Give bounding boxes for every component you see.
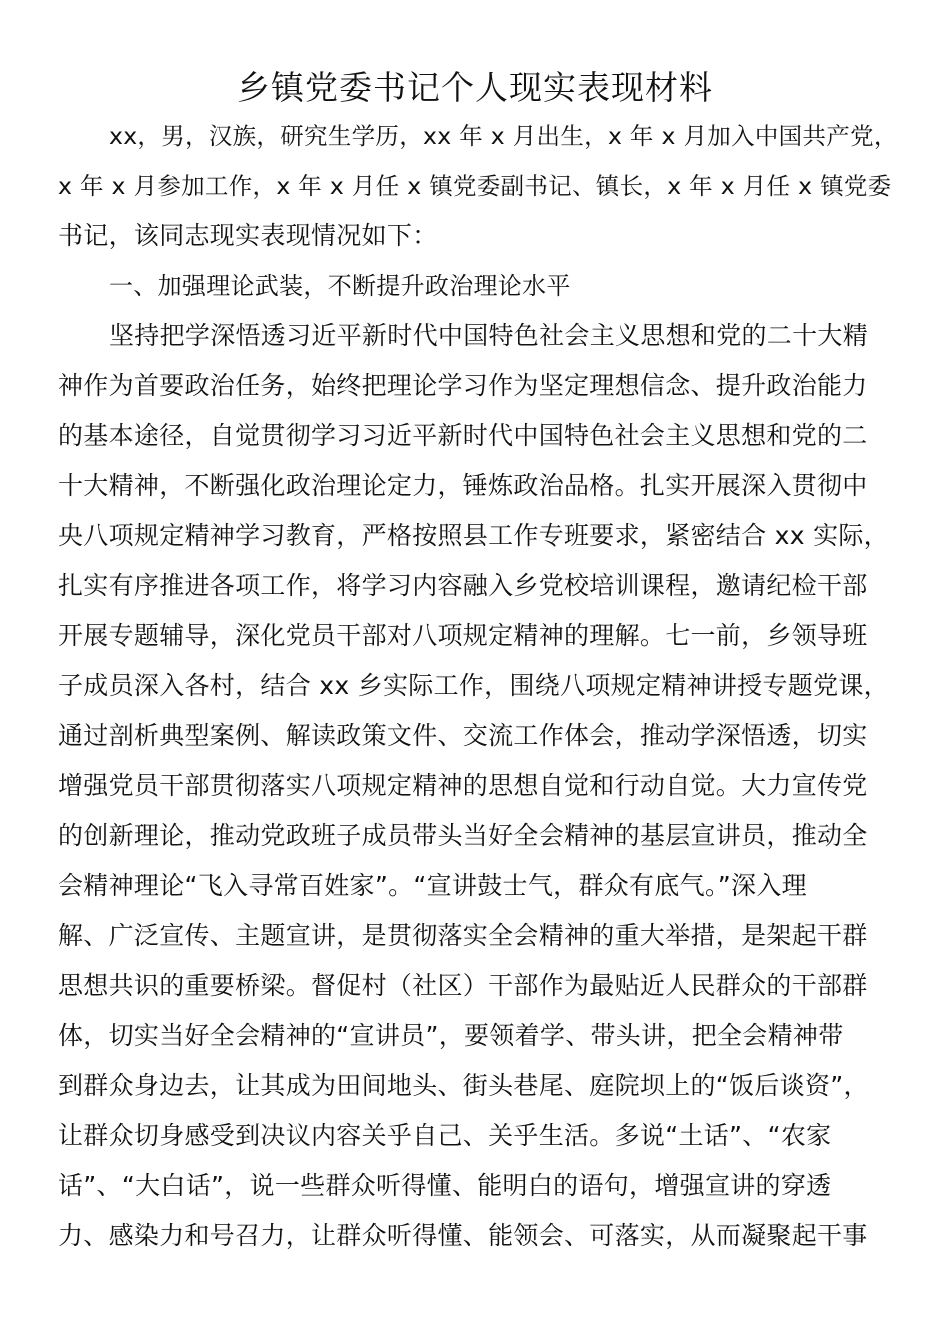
section-heading-1: 一、加强理论武装，不断提升政治理论水平 [109,272,571,300]
body-line-16: 会精神理论“飞入寻常百姓家”。“宣讲鼓士气，群众有底气。”深入理 [58,871,807,900]
body-line-23: 力、感染力和号召力，让群众听得懂、能领会、可落实，从而凝聚起干事 [58,1221,868,1250]
body-line-22: 话”、“大白话”，说一些群众听得懂、能明白的语句，增强宣讲的穿透 [58,1171,832,1200]
body-line-7: 的基本途径，自觉贯彻学习习近平新时代中国特色社会主义思想和党的二 [58,421,868,450]
body-line-15: 的创新理论，推动党政班子成员带头当好全会精神的基层宣讲员，推动全 [58,821,868,850]
body-line-19: 体，切实当好全会精神的“宣讲员”，要领着学、带头讲，把全会精神带 [58,1021,844,1050]
body-line-3: 书记，该同志现实表现情况如下： [58,221,438,250]
body-line-10: 扎实有序推进各项工作，将学习内容融入乡党校培训课程，邀请纪检干部 [58,571,868,600]
body-line-13: 通过剖析典型案例、解读政策文件、交流工作体会，推动学深悟透，切实 [58,721,868,750]
body-line-17: 解、广泛宣传、主题宣讲，是贯彻落实全会精神的重大举措，是架起干群 [58,921,868,950]
body-line-9: 央八项规定精神学习教育，严格按照县工作专班要求，紧密结合 xx 实际， [58,521,889,550]
body-line-5: 坚持把学深悟透习近平新时代中国特色社会主义思想和党的二十大精 [109,321,869,350]
body-line-21: 让群众切身感受到决议内容关乎自己、关乎生活。多说“土话”、“农家 [58,1121,832,1150]
body-line-20: 到群众身边去，让其成为田间地头、街头巷尾、庭院坝上的“饭后谈资”， [58,1071,869,1100]
document-title: 乡镇党委书记个人现实表现材料 [237,68,713,107]
body-line-1: xx，男，汉族，研究生学历，xx 年 x 月出生，x 年 x 月加入中国共产党， [109,122,898,150]
body-line-12: 子成员深入各村，结合 xx 乡实际工作，围绕八项规定精神讲授专题党课， [58,671,889,700]
body-line-2: x 年 x 月参加工作，x 年 x 月任 x 镇党委副书记、镇长，x 年 x 月任 x 镇党委 [58,172,892,200]
body-line-11: 开展专题辅导，深化党员干部对八项规定精神的理解。七一前，乡领导班 [58,621,868,650]
body-line-8: 十大精神，不断强化政治理论定力，锤炼政治品格。扎实开展深入贯彻中 [58,471,868,500]
body-line-6: 神作为首要政治任务，始终把理论学习作为坚定理想信念、提升政治能力 [58,371,868,400]
body-line-14: 增强党员干部贯彻落实八项规定精神的思想自觉和行动自觉。大力宣传党 [58,771,868,800]
body-line-18: 思想共识的重要桥梁。督促村（社区）干部作为最贴近人民群众的干部群 [58,971,868,1000]
